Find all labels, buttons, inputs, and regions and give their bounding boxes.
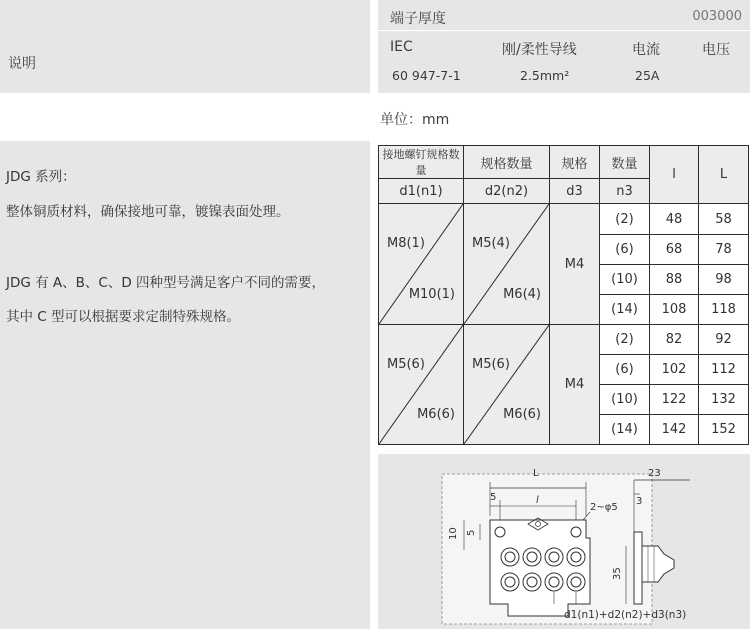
- dim-5-top-label: 5: [490, 492, 497, 503]
- group1-row3-L: 98: [699, 265, 749, 295]
- description-paragraph-1: 整体铜质材料，确保接地可靠，镀镍表面处理。: [6, 204, 290, 220]
- group2-row3-n3: (10): [600, 385, 650, 415]
- group1-row1-l: 48: [650, 204, 699, 235]
- dim-5-side-label: 5: [466, 529, 477, 536]
- subheader-d3: d3: [550, 179, 600, 204]
- group2-d2-bottom: M6(6): [503, 407, 541, 422]
- dim-23-label: 23: [648, 468, 661, 479]
- standard-label: IEC: [390, 39, 413, 55]
- group1-row3-l: 88: [650, 265, 699, 295]
- dim-35-label: 35: [612, 567, 623, 580]
- dim-3-label: 3: [636, 496, 643, 507]
- group1-d1-top: M8(1): [387, 236, 425, 251]
- dim-10-label: 10: [448, 527, 459, 540]
- header-ground-screw: 接地螺钉规格数量: [379, 146, 464, 179]
- product-code: 003000: [692, 9, 742, 24]
- current-value: 25A: [635, 68, 660, 83]
- group1-d1-cell: [379, 204, 464, 325]
- group1-row4-l: 108: [650, 295, 699, 325]
- group2-d1-top: M5(6): [387, 357, 425, 372]
- table-row: [379, 325, 749, 355]
- group2-d1-cell: [379, 325, 464, 445]
- group1-d2-bottom: M6(4): [503, 287, 541, 302]
- unit-label: 单位：mm: [380, 112, 450, 128]
- terminal-thickness-label: 端子厚度: [390, 11, 446, 27]
- description-paragraph-2-line-2: 其中 C 型可以根据要求定制特殊规格。: [6, 309, 241, 325]
- group2-d2-top: M5(6): [472, 357, 510, 372]
- group2-d1-bottom: M6(6): [417, 407, 455, 422]
- group1-row4-n3: (14): [600, 295, 650, 325]
- group2-d3: M4: [550, 325, 600, 445]
- header-spec: 规格: [550, 146, 600, 179]
- header-l-large: L: [699, 146, 749, 204]
- subheader-d1: d1(n1): [379, 179, 464, 204]
- voltage-label: 电压: [702, 42, 730, 58]
- group2-row3-l: 122: [650, 385, 699, 415]
- group2-row4-n3: (14): [600, 415, 650, 445]
- group2-row1-L: 92: [699, 325, 749, 355]
- group1-d2-top: M5(4): [472, 236, 510, 251]
- group2-row2-L: 112: [699, 355, 749, 385]
- spec-header-title-row: [378, 0, 750, 31]
- description-panel: [0, 141, 370, 629]
- group1-d2-cell: [464, 204, 550, 325]
- formula-label: d1(n1)+d2(n2)+d3(n3): [564, 609, 687, 621]
- series-title: JDG 系列：: [6, 169, 76, 185]
- technical-drawing: [378, 454, 750, 629]
- terminal-body: [490, 520, 590, 616]
- dim-l-label: l: [536, 495, 539, 506]
- hole-note-label: 2~φ5: [590, 502, 618, 513]
- wire-label: 刚/柔性导线: [502, 42, 577, 58]
- subheader-d2: d2(n2): [464, 179, 550, 204]
- group1-row1-L: 58: [699, 204, 749, 235]
- current-label: 电流: [632, 42, 660, 58]
- group1-d3: M4: [550, 204, 600, 325]
- group2-row4-L: 152: [699, 415, 749, 445]
- group2-row2-l: 102: [650, 355, 699, 385]
- group1-d1-bottom: M10(1): [408, 287, 455, 302]
- header-qty: 数量: [600, 146, 650, 179]
- group2-row4-l: 142: [650, 415, 699, 445]
- description-header-panel: [0, 0, 370, 93]
- standard-value: 60 947-7-1: [392, 68, 461, 83]
- technical-drawing-panel: [378, 454, 750, 629]
- group2-row1-l: 82: [650, 325, 699, 355]
- wire-value: 2.5mm²: [520, 68, 570, 83]
- group2-row2-n3: (6): [600, 355, 650, 385]
- header-spec-qty: 规格数量: [464, 146, 550, 179]
- group1-row2-n3: (6): [600, 235, 650, 265]
- group2-row3-L: 132: [699, 385, 749, 415]
- table-header-row: [379, 146, 749, 179]
- header-l-small: l: [650, 146, 699, 204]
- group1-row3-n3: (10): [600, 265, 650, 295]
- group2-row1-n3: (2): [600, 325, 650, 355]
- table-row: [379, 204, 749, 235]
- description-paragraph-2-line-1: JDG 有 A、B、C、D 四种型号满足客户不同的需要，: [6, 275, 326, 291]
- spec-header-panel: [378, 0, 750, 93]
- subheader-n3: n3: [600, 179, 650, 204]
- dim-L-label: L: [533, 468, 539, 479]
- side-view-plate: [634, 532, 642, 604]
- group1-row1-n3: (2): [600, 204, 650, 235]
- group1-row2-L: 78: [699, 235, 749, 265]
- spec-table: [378, 145, 749, 445]
- side-view-screw: [642, 546, 674, 582]
- group2-d2-cell: [464, 325, 550, 445]
- group1-row2-l: 68: [650, 235, 699, 265]
- group1-row4-L: 118: [699, 295, 749, 325]
- description-label: 说明: [8, 56, 36, 72]
